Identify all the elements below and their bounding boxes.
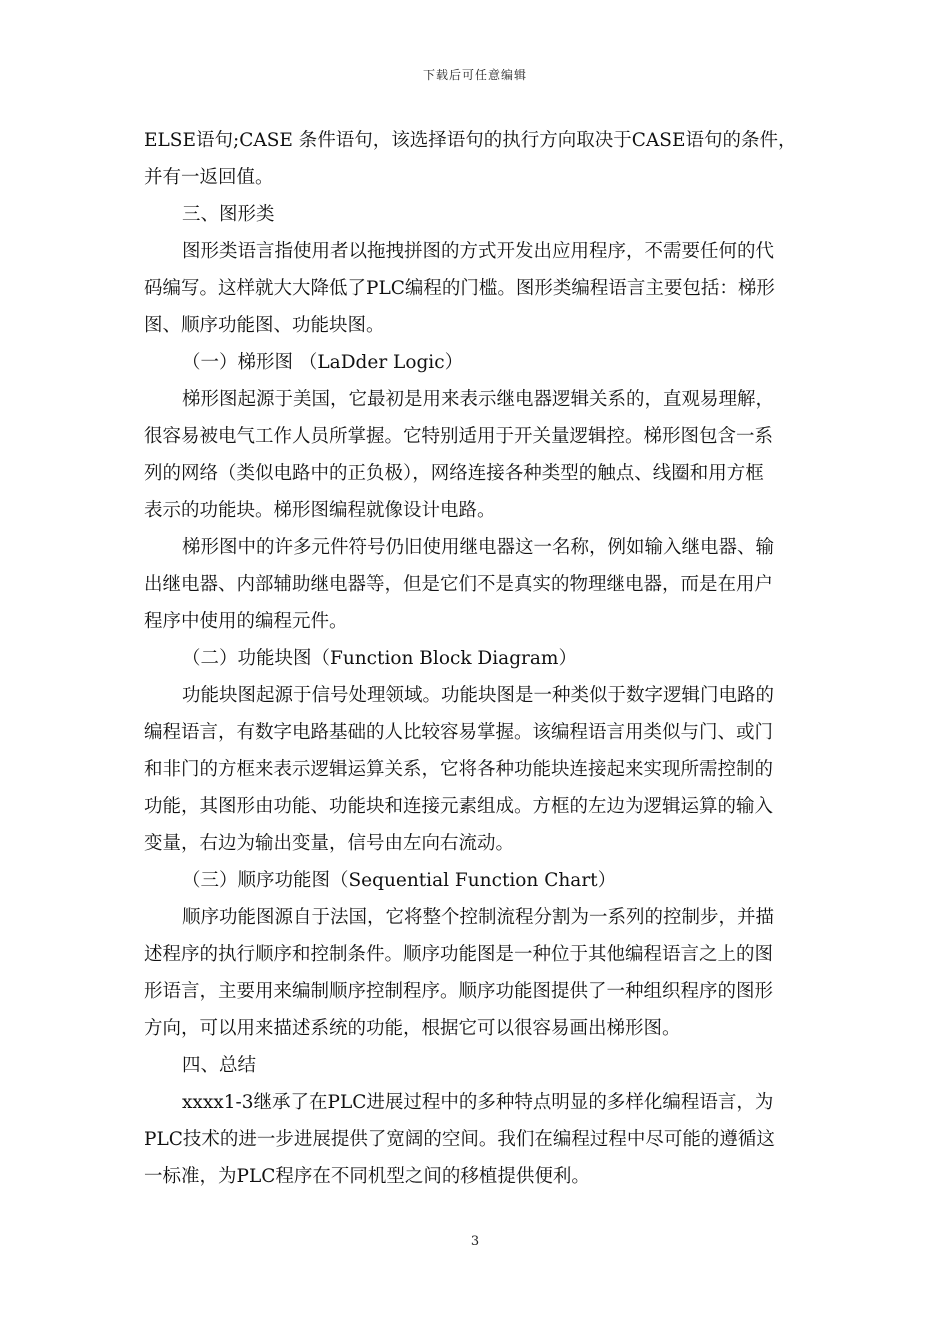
paragraph-line: ELSE语句;CASE 条件语句，该选择语句的执行方向取决于CASE语句的条件， — [144, 130, 797, 151]
paragraph-line: 功能块图起源于信号处理领域。功能块图是一种类似于数字逻辑门电路的 — [182, 685, 775, 706]
paragraph-line: 形语言，主要用来编制顺序控制程序。顺序功能图提供了一种组织程序的图形 — [144, 981, 774, 1002]
paragraph-line: 图形类语言指使用者以拖拽拼图的方式开发出应用程序，不需要任何的代 — [182, 241, 775, 262]
paragraph-line: PLC技术的进一步进展提供了宽阔的空间。我们在编程过程中尽可能的遵循这 — [144, 1129, 775, 1150]
paragraph-line: 一标准，为PLC程序在不同机型之间的移植提供便利。 — [144, 1166, 590, 1187]
subsection-heading: （一）梯形图 （LaDder Logic） — [182, 352, 464, 373]
subsection-heading: （二）功能块图（Function Block Diagram） — [182, 648, 577, 669]
paragraph-line: 图、顺序功能图、功能块图。 — [144, 315, 385, 336]
paragraph-line: 列的网络（类似电路中的正负极），网络连接各种类型的触点、线圈和用方框 — [144, 463, 764, 484]
page-header: 下载后可任意编辑 — [422, 68, 527, 82]
subsection-heading: （三）顺序功能图（Sequential Function Chart） — [182, 870, 617, 891]
paragraph-line: 并有一返回值。 — [144, 167, 274, 188]
paragraph-line: 述程序的执行顺序和控制条件。顺序功能图是一种位于其他编程语言之上的图 — [144, 944, 774, 965]
paragraph-line: 梯形图起源于美国，它最初是用来表示继电器逻辑关系的，直观易理解， — [182, 389, 775, 410]
paragraph-line: 编程语言，有数字电路基础的人比较容易掌握。该编程语言用类似与门、或门 — [144, 722, 774, 743]
paragraph-line: 程序中使用的编程元件。 — [144, 611, 348, 632]
paragraph-line: 和非门的方框来表示逻辑运算关系，它将各种功能块连接起来实现所需控制的 — [144, 759, 774, 780]
section-heading: 四、总结 — [182, 1055, 257, 1076]
paragraph-line: 出继电器、内部辅助继电器等，但是它们不是真实的物理继电器，而是在用户 — [144, 574, 774, 595]
paragraph-line: 表示的功能块。梯形图编程就像设计电路。 — [144, 500, 496, 521]
paragraph-line: 很容易被电气工作人员所掌握。它特别适用于开关量逻辑控。梯形图包含一系 — [144, 426, 774, 447]
paragraph-line: xxxx1-3继承了在PLC进展过程中的多种特点明显的多样化编程语言，为 — [182, 1092, 774, 1113]
page-number: 3 — [470, 1234, 480, 1249]
paragraph-line: 方向，可以用来描述系统的功能，根据它可以很容易画出梯形图。 — [144, 1018, 681, 1039]
paragraph-line: 梯形图中的许多元件符号仍旧使用继电器这一名称，例如输入继电器、输 — [182, 537, 775, 558]
paragraph-line: 变量，右边为输出变量，信号由左向右流动。 — [144, 833, 515, 854]
paragraph-line: 顺序功能图源自于法国，它将整个控制流程分割为一系列的控制步，并描 — [182, 907, 775, 928]
paragraph-line: 码编写。这样就大大降低了PLC编程的门槛。图形类编程语言主要包括：梯形 — [144, 278, 775, 299]
paragraph-line: 功能，其图形由功能、功能块和连接元素组成。方框的左边为逻辑运算的输入 — [144, 796, 774, 817]
section-heading: 三、图形类 — [182, 204, 275, 225]
document-body — [144, 122, 809, 1195]
